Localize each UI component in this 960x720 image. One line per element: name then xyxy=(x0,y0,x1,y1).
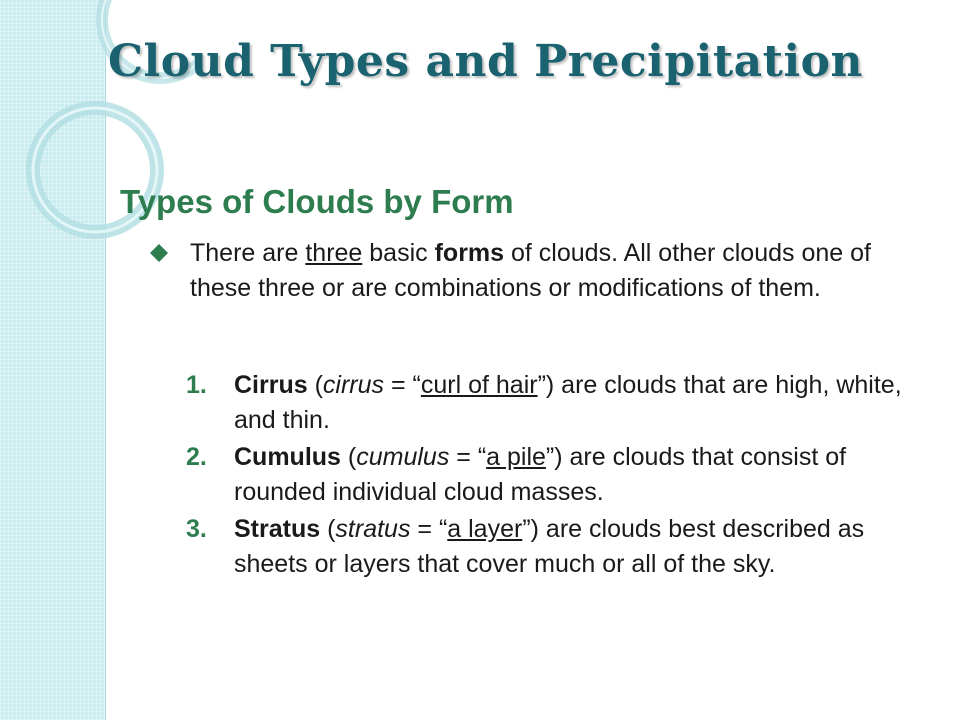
term-meaning: a layer xyxy=(447,515,523,543)
intro-forms: forms xyxy=(434,239,505,267)
cloud-types-list xyxy=(186,368,906,584)
paren-close: ”) xyxy=(522,515,539,543)
slide-title: Cloud Types and Precipitation xyxy=(108,36,864,87)
latin-term: stratus xyxy=(335,515,411,543)
paren-open: ( xyxy=(307,371,323,399)
cloud-name: Cumulus xyxy=(234,443,341,471)
list-item-cumulus xyxy=(186,440,906,510)
latin-term: cumulus xyxy=(356,443,450,471)
list-item-cirrus xyxy=(186,368,906,438)
cloud-description: are clouds best described as sheets or layers that cover much or all of the sky. xyxy=(234,515,865,578)
cloud-description: are clouds that consist of rounded individual cloud masses. xyxy=(234,443,847,506)
paren-open: ( xyxy=(340,443,357,471)
equals-quote: = “ xyxy=(384,371,421,399)
term-meaning: a pile xyxy=(486,443,546,471)
cloud-name: Cirrus xyxy=(234,371,308,399)
list-number: 2. xyxy=(186,443,207,471)
list-number: 3. xyxy=(186,515,207,543)
equals-quote: = “ xyxy=(449,443,487,471)
intro-text xyxy=(190,236,890,306)
list-item-stratus xyxy=(186,512,906,582)
cloud-description: are clouds that are high, white, and thin. xyxy=(234,371,902,434)
paren-close: ”) xyxy=(537,371,555,399)
intro-three: three xyxy=(305,239,363,267)
slide-subtitle: Types of Clouds by Form xyxy=(120,183,514,220)
list-number: 1. xyxy=(186,371,207,399)
intro-post: of clouds. All other clouds one of these three or are combinations or modifications of them. xyxy=(190,239,871,302)
latin-term: cirrus xyxy=(322,371,385,399)
paren-open: ( xyxy=(320,515,336,543)
term-meaning: curl of hair xyxy=(420,371,538,399)
intro-mid: basic xyxy=(362,239,435,267)
intro-bullet xyxy=(150,236,890,306)
paren-close: ”) xyxy=(545,443,563,471)
equals-quote: = “ xyxy=(410,515,448,543)
cloud-name: Stratus xyxy=(234,515,321,543)
intro-pre: There are xyxy=(190,239,306,267)
diamond-icon xyxy=(150,244,168,262)
